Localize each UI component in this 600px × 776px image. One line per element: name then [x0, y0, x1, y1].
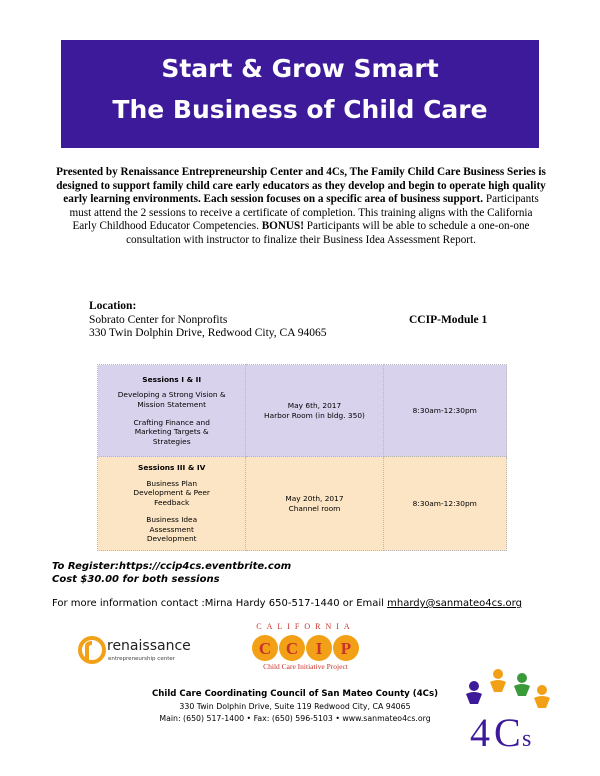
location-label: Location:: [89, 300, 137, 312]
session-heading: Sessions III & IV: [138, 462, 206, 472]
intro-text-bonus: Participants will be able to schedule a one-on-one consultation with instructor to finalize their Business Idea Assessment Report.: [126, 220, 530, 246]
sessions-table: [97, 364, 507, 551]
registration-block: [52, 560, 291, 586]
session-room: Channel room: [288, 503, 341, 513]
intro-paragraph: [56, 166, 546, 248]
footer-org: Child Care Coordinating Council of San Mateo County (4Cs): [151, 689, 439, 699]
ccip-subtitle: Child Care Initiative Project: [263, 662, 348, 671]
contact-line: [52, 598, 522, 609]
session-time-cell: [383, 365, 506, 457]
svg-text:C: C: [494, 710, 521, 754]
ccip-letters-icon: [243, 633, 368, 663]
location-block: [89, 300, 327, 341]
session-time: 8:30am-12:30pm: [412, 405, 477, 415]
session-date-cell: [246, 365, 383, 457]
session-date-cell: [246, 457, 383, 551]
title-banner: [61, 40, 539, 148]
intro-text: Participants must attend the 2 sessions to receive a certificate of completion. This training aligns with the California Early Childhood Educator Competencies.: [69, 193, 539, 233]
ccip-logo: [243, 622, 368, 676]
footer: [130, 688, 460, 726]
location-venue: Sobrato Center for Nonprofits: [89, 313, 228, 326]
intro-bold: Presented by Renaissance Entrepreneurship Center and 4Cs, The Family Child Care Business Series is designed to support family child care early educators as they develop and begin to operate high quality early learning environments. Each session focuses on a specific area of business support.: [56, 166, 546, 206]
svg-text:I: I: [315, 639, 323, 658]
title-line-2: The Business of Child Care: [112, 95, 488, 124]
renaissance-logo: [78, 634, 198, 670]
table-row: [98, 365, 507, 457]
title-line-1: Start & Grow Smart: [161, 54, 439, 83]
svg-text:P: P: [340, 639, 352, 658]
contact-text: For more information contact :Mirna Hardy 650-517-1440 or Email: [52, 598, 388, 609]
renaissance-name: renaissance: [107, 638, 191, 654]
register-link[interactable]: To Register:https://ccip4cs.eventbrite.com: [52, 561, 292, 572]
session-date: May 20th, 2017: [285, 493, 344, 503]
footer-address: 330 Twin Dolphin Drive, Suite 119 Redwood City, CA 94065: [179, 701, 411, 711]
session-topic: Business Plan Development & Peer Feedback: [133, 478, 210, 507]
session-topic: Developing a Strong Vision & Mission Statement: [117, 390, 226, 409]
table-row: [98, 457, 507, 551]
contact-email-link[interactable]: mhardy@sanmateo4cs.org: [387, 598, 522, 609]
4cs-logo-icon: [460, 664, 560, 754]
footer-phone: Main: (650) 517-1400 • Fax: (650) 596-5103 • www.sanmateo4cs.org: [159, 714, 431, 723]
cost-text: Cost $30.00 for both sessions: [52, 574, 220, 585]
session-heading: Sessions I & II: [142, 374, 202, 384]
session-topics-cell: [98, 365, 246, 457]
svg-text:C: C: [258, 639, 272, 658]
location-address: 330 Twin Dolphin Drive, Redwood City, CA 94065: [89, 327, 327, 339]
renaissance-mark-icon: [78, 635, 106, 667]
renaissance-subtitle: entrepreneurship center: [108, 656, 175, 662]
bonus-label: BONUS!: [261, 220, 304, 233]
ccip-state: CALIFORNIA: [256, 622, 355, 631]
session-time-cell: [383, 457, 506, 551]
module-label: CCIP-Module 1: [409, 314, 488, 326]
session-time: 8:30am-12:30pm: [412, 498, 477, 508]
session-date: May 6th, 2017: [287, 400, 342, 410]
session-topic: Business Idea Assessment Development: [146, 515, 198, 544]
svg-text:C: C: [285, 639, 299, 658]
svg-text:4: 4: [470, 710, 490, 754]
session-topics-cell: [98, 457, 246, 551]
session-room: Harbor Room (in bldg. 350): [264, 410, 365, 420]
session-topic: Crafting Finance and Marketing Targets & Strategies: [133, 417, 210, 446]
svg-text:s: s: [522, 726, 532, 752]
